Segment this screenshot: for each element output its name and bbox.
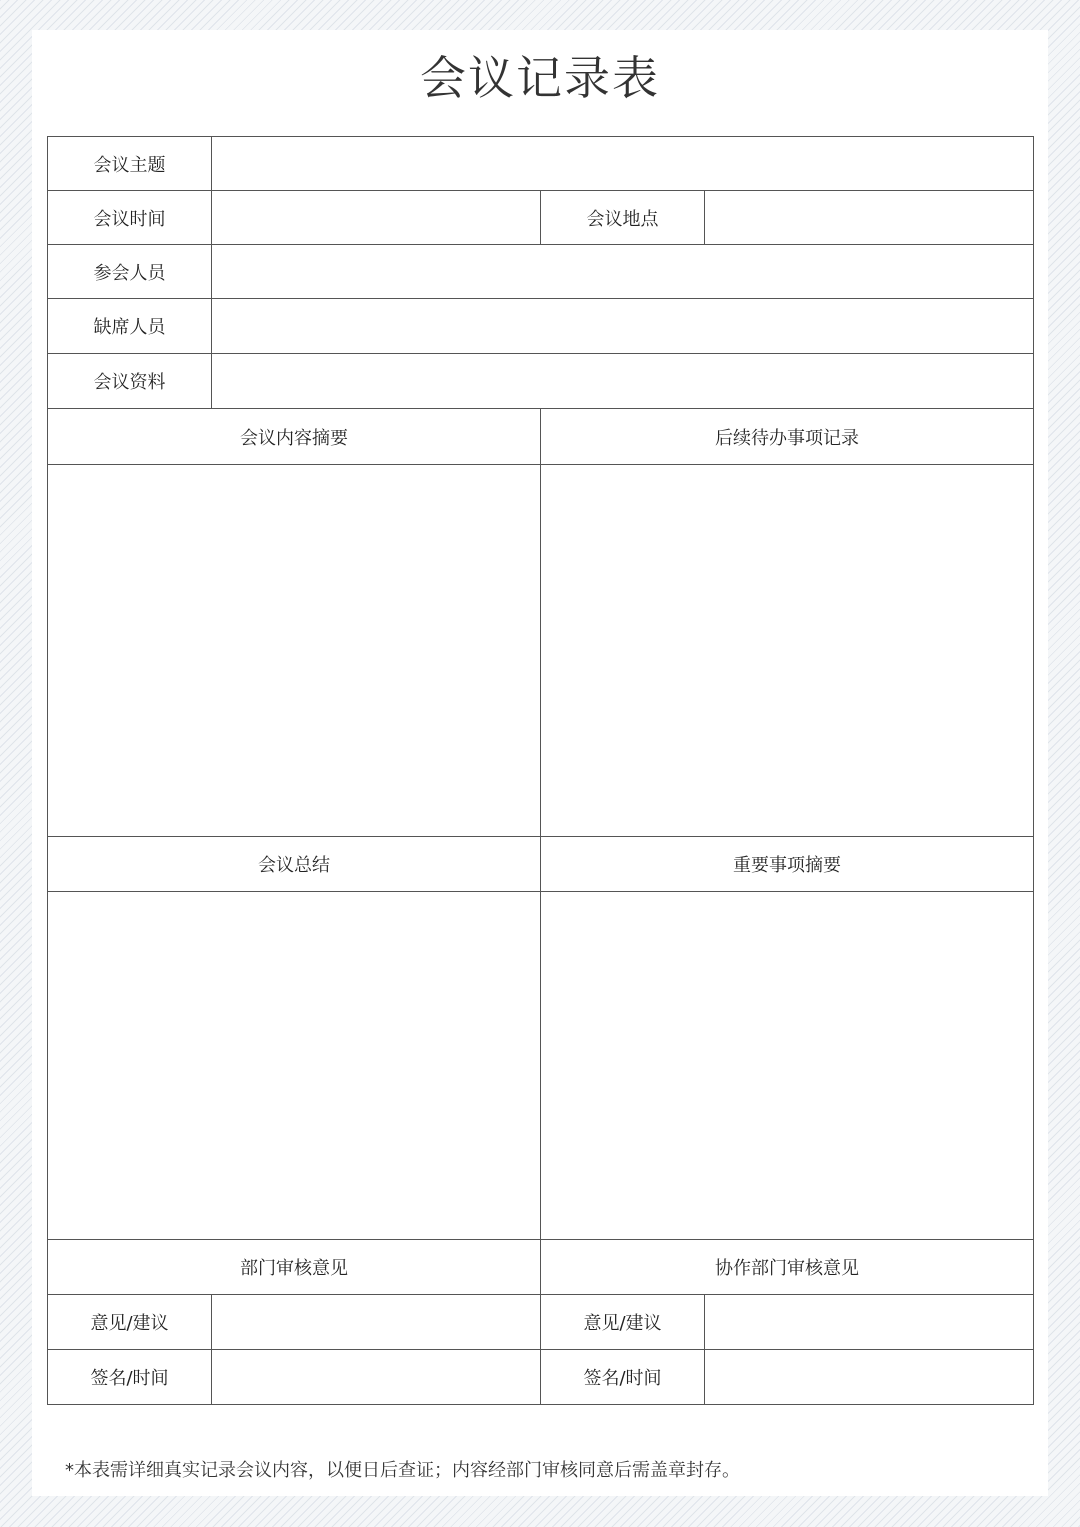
attendees-field[interactable] bbox=[212, 245, 1034, 299]
topic-field[interactable] bbox=[212, 137, 1034, 191]
coop-dept-review-header: 协作部门审核意见 bbox=[541, 1240, 1034, 1295]
content-summary-area[interactable] bbox=[48, 465, 541, 837]
page-title: 会议记录表 bbox=[420, 51, 660, 105]
dept-opinion-field[interactable] bbox=[212, 1295, 541, 1350]
time-field[interactable] bbox=[212, 191, 541, 245]
materials-field[interactable] bbox=[212, 354, 1034, 409]
topic-label: 会议主题 bbox=[48, 137, 212, 191]
dept-signature-label: 签名/时间 bbox=[48, 1350, 212, 1405]
footer-note: *本表需详细真实记录会议内容，以便日后查证；内容经部门审核同意后需盖章封存。 bbox=[65, 1460, 740, 1481]
location-field[interactable] bbox=[705, 191, 1034, 245]
coop-signature-field[interactable] bbox=[705, 1350, 1034, 1405]
attendees-label: 参会人员 bbox=[48, 245, 212, 299]
conclusion-header: 会议总结 bbox=[48, 837, 541, 892]
coop-signature-label: 签名/时间 bbox=[541, 1350, 705, 1405]
follow-up-area[interactable] bbox=[541, 465, 1034, 837]
dept-signature-field[interactable] bbox=[212, 1350, 541, 1405]
key-items-header: 重要事项摘要 bbox=[541, 837, 1034, 892]
absentees-label: 缺席人员 bbox=[48, 299, 212, 354]
absentees-field[interactable] bbox=[212, 299, 1034, 354]
dept-review-header: 部门审核意见 bbox=[48, 1240, 541, 1295]
coop-opinion-field[interactable] bbox=[705, 1295, 1034, 1350]
materials-label: 会议资料 bbox=[48, 354, 212, 409]
meeting-record-table bbox=[47, 136, 1034, 1405]
time-label: 会议时间 bbox=[48, 191, 212, 245]
content-summary-header: 会议内容摘要 bbox=[48, 409, 541, 465]
location-label: 会议地点 bbox=[541, 191, 705, 245]
follow-up-header: 后续待办事项记录 bbox=[541, 409, 1034, 465]
key-items-area[interactable] bbox=[541, 892, 1034, 1240]
dept-opinion-label: 意见/建议 bbox=[48, 1295, 212, 1350]
conclusion-area[interactable] bbox=[48, 892, 541, 1240]
coop-opinion-label: 意见/建议 bbox=[541, 1295, 705, 1350]
